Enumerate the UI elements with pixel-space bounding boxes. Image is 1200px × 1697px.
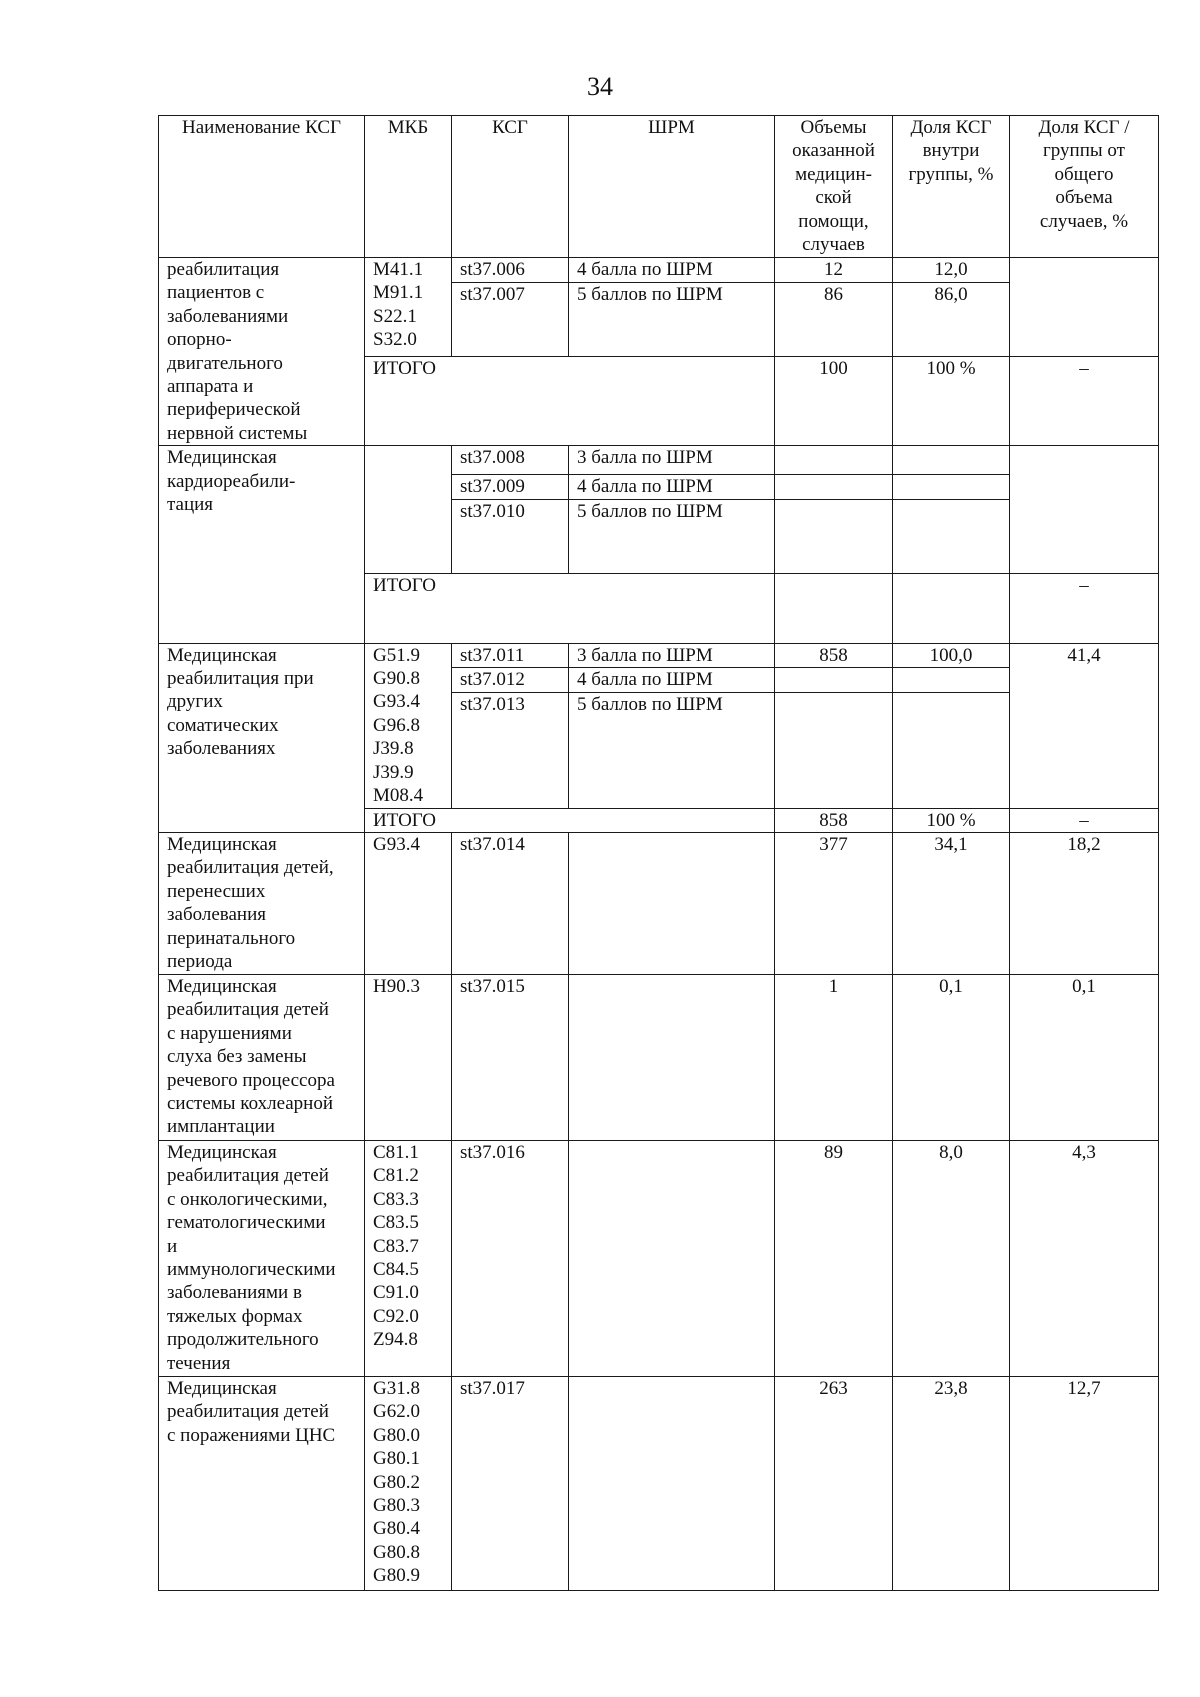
volume-value: 263 [775,1376,893,1590]
header-ksg: КСГ [452,116,569,258]
share-value: 34,1 [893,832,1010,974]
shrm-value: 4 балла по ШРМ [569,668,775,693]
mkb-codes: C81.1 C81.2 C83.3 C83.5 C83.7 C84.5 C91.0 C92.0 Z94.8 [365,1140,452,1376]
header-share-total: Доля КСГ / группы от общего объема случаев, % [1010,116,1159,258]
total-volume [775,573,893,643]
ksg-code: st37.007 [452,282,569,356]
shrm-value: 4 балла по ШРМ [569,258,775,283]
share-total-value [1010,446,1159,573]
mkb-codes: M41.1 M91.1 S22.1 S32.0 [365,258,452,357]
share-value: 23,8 [893,1376,1010,1590]
group-name: Медицинская реабилитация детей, перенесших заболевания перинатального периода [159,832,365,974]
volume-value: 12 [775,258,893,283]
share-value [893,668,1010,693]
group-name: Медицинская кардиореабили- тация [159,446,365,643]
volume-value [775,668,893,693]
volume-value [775,446,893,475]
total-volume: 100 [775,356,893,445]
volume-value [775,475,893,499]
share-value: 86,0 [893,282,1010,356]
ksg-code: st37.008 [452,446,569,475]
header-name: Наименование КСГ [159,116,365,258]
total-share: 100 % [893,356,1010,445]
table-row [159,974,1159,1140]
ksg-code: st37.010 [452,499,569,573]
volume-value [775,499,893,573]
share-total-value [1010,258,1159,357]
volume-value: 858 [775,643,893,668]
page-number: 34 [587,72,613,101]
share-value: 8,0 [893,1140,1010,1376]
group-name: Медицинская реабилитация детей с поражениями ЦНС [159,1376,365,1590]
volume-value: 86 [775,282,893,356]
share-value: 12,0 [893,258,1010,283]
header-shrm: ШРМ [569,116,775,258]
shrm-value: 4 балла по ШРМ [569,475,775,499]
total-label: ИТОГО [365,573,775,643]
shrm-value [569,832,775,974]
volume-value: 1 [775,974,893,1140]
mkb-codes: G31.8 G62.0 G80.0 G80.1 G80.2 G80.3 G80.4 G80.8 G80.9 [365,1376,452,1590]
ksg-table [158,115,1159,1591]
total-share-total: – [1010,356,1159,445]
share-total-value: 12,7 [1010,1376,1159,1590]
table-row [159,832,1159,974]
shrm-value: 5 баллов по ШРМ [569,692,775,808]
ksg-code: st37.011 [452,643,569,668]
group-name: Медицинская реабилитация детей с нарушениями слуха без замены речевого процессора системы кохлеарной имплантации [159,974,365,1140]
ksg-code: st37.013 [452,692,569,808]
total-share: 100 % [893,808,1010,832]
ksg-code: st37.016 [452,1140,569,1376]
ksg-code: st37.009 [452,475,569,499]
shrm-value [569,974,775,1140]
total-share [893,573,1010,643]
share-total-value: 0,1 [1010,974,1159,1140]
ksg-code: st37.006 [452,258,569,283]
mkb-codes: H90.3 [365,974,452,1140]
share-value [893,499,1010,573]
total-volume: 858 [775,808,893,832]
group-name: реабилитация пациентов с заболеваниями опорно- двигательного аппарата и периферической нервной системы [159,258,365,446]
share-value [893,446,1010,475]
shrm-value: 5 баллов по ШРМ [569,499,775,573]
share-value: 100,0 [893,643,1010,668]
ksg-code: st37.015 [452,974,569,1140]
shrm-value: 5 баллов по ШРМ [569,282,775,356]
table-row [159,1140,1159,1376]
shrm-value [569,1376,775,1590]
header-mkb: МКБ [365,116,452,258]
total-label: ИТОГО [365,808,775,832]
table-row [159,258,1159,283]
ksg-code: st37.017 [452,1376,569,1590]
ksg-code: st37.014 [452,832,569,974]
volume-value [775,692,893,808]
volume-value: 89 [775,1140,893,1376]
mkb-codes: G93.4 [365,832,452,974]
total-share-total: – [1010,573,1159,643]
volume-value: 377 [775,832,893,974]
table-row [159,1376,1159,1590]
header-share-group: Доля КСГ внутри группы, % [893,116,1010,258]
table-row [159,643,1159,668]
share-total-value: 4,3 [1010,1140,1159,1376]
shrm-value: 3 балла по ШРМ [569,446,775,475]
group-name: Медицинская реабилитация детей с онкологическими, гематологическими и иммунологическими заболеваниями в тяжелых формах продолжительного течения [159,1140,365,1376]
header-volume: Объемы оказанной медицин- ской помощи, случаев [775,116,893,258]
share-value [893,475,1010,499]
header-row [159,116,1159,258]
ksg-code: st37.012 [452,668,569,693]
table-row [159,446,1159,475]
group-name: Медицинская реабилитация при других соматических заболеваниях [159,643,365,832]
share-total-value: 18,2 [1010,832,1159,974]
shrm-value: 3 балла по ШРМ [569,643,775,668]
share-total-value: 41,4 [1010,643,1159,808]
mkb-codes: G51.9 G90.8 G93.4 G96.8 J39.8 J39.9 M08.4 [365,643,452,808]
shrm-value [569,1140,775,1376]
total-share-total: – [1010,808,1159,832]
mkb-codes [365,446,452,573]
share-value [893,692,1010,808]
share-value: 0,1 [893,974,1010,1140]
total-label: ИТОГО [365,356,775,445]
